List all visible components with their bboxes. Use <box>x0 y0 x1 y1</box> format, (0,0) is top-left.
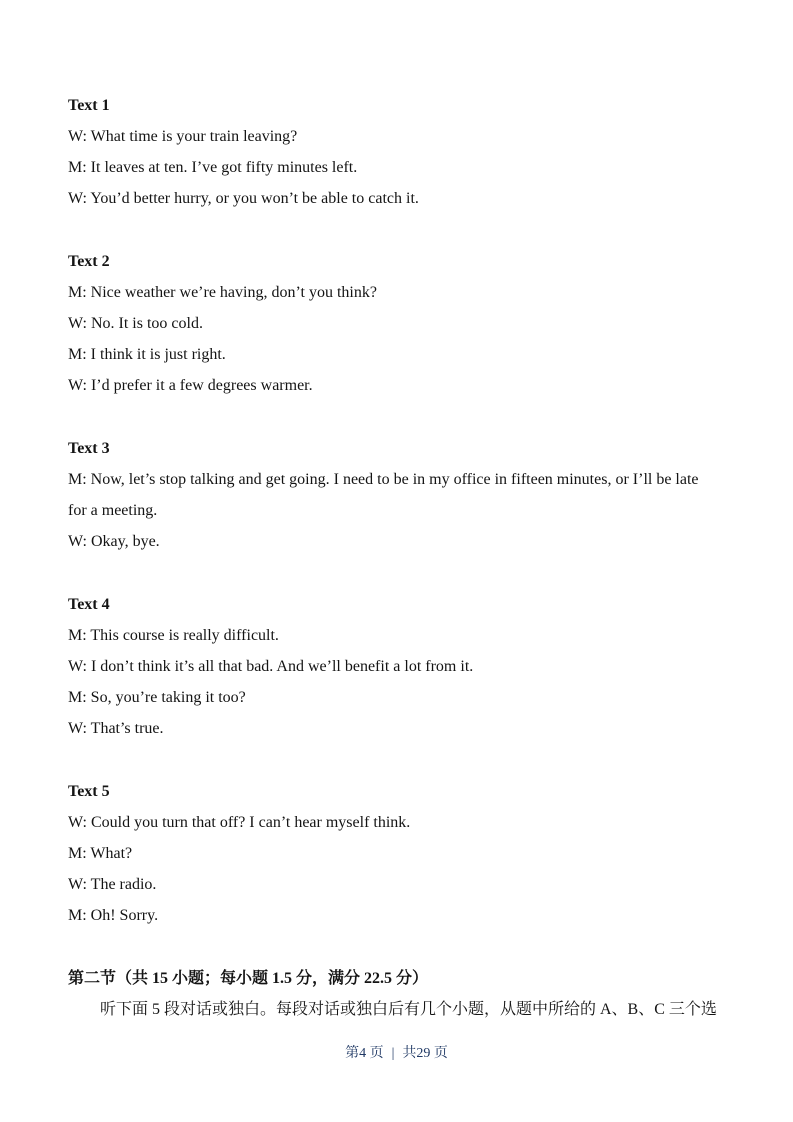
transcript-line: M: Oh! Sorry. <box>68 907 159 924</box>
transcript-block <box>68 433 727 557</box>
transcript-title: Text 2 <box>68 253 110 270</box>
transcript-line: W: Could you turn that off? I can’t hear myself think. <box>68 814 411 831</box>
page-total-label: 共29 页 <box>402 1046 448 1061</box>
transcript-line: W: The radio. <box>68 876 157 893</box>
transcript-line: W: No. It is too cold. <box>68 315 203 332</box>
transcript-line: W: You’d better hurry, or you won’t be able to catch it. <box>68 190 419 207</box>
transcript-block <box>68 90 727 214</box>
footer-separator: | <box>391 1046 395 1061</box>
page-footer <box>0 1044 793 1064</box>
transcript-title: Text 3 <box>68 440 110 457</box>
transcript-title: Text 1 <box>68 97 110 114</box>
transcript-line: M: It leaves at ten. I’ve got fifty minutes left. <box>68 159 358 176</box>
transcript-line: W: What time is your train leaving? <box>68 128 298 145</box>
transcript-line: M: Nice weather we’re having, don’t you think? <box>68 284 377 301</box>
transcript-line: M: So, you’re taking it too? <box>68 689 246 706</box>
transcript-line: W: That’s true. <box>68 720 164 737</box>
transcript-line: for a meeting. <box>68 502 158 519</box>
transcript-line: M: Now, let’s stop talking and get going. I need to be in my office in fifteen minutes, or I’ll be late <box>68 471 699 488</box>
section-two <box>68 963 727 1025</box>
transcript-block <box>68 776 727 931</box>
section-heading: 第二节（共 15 小题；每小题 1.5 分，满分 22.5 分） <box>68 970 429 987</box>
transcript-line: M: I think it is just right. <box>68 346 226 363</box>
transcript-line: W: Okay, bye. <box>68 533 160 550</box>
section-instructions: 听下面 5 段对话或独白。每段对话或独白后有几个小题，从题中所给的 A、B、C 三个选 <box>100 1001 717 1018</box>
transcript-line: W: I’d prefer it a few degrees warmer. <box>68 377 313 394</box>
transcript-block <box>68 589 727 744</box>
transcript-block <box>68 246 727 401</box>
page-number-label: 第4 页 <box>345 1046 384 1061</box>
transcript-title: Text 4 <box>68 596 110 613</box>
listening-transcripts <box>68 90 727 931</box>
transcript-title: Text 5 <box>68 783 110 800</box>
transcript-line: M: What? <box>68 845 133 862</box>
transcript-line: W: I don’t think it’s all that bad. And we’ll benefit a lot from it. <box>68 658 474 675</box>
transcript-line: M: This course is really difficult. <box>68 627 279 644</box>
